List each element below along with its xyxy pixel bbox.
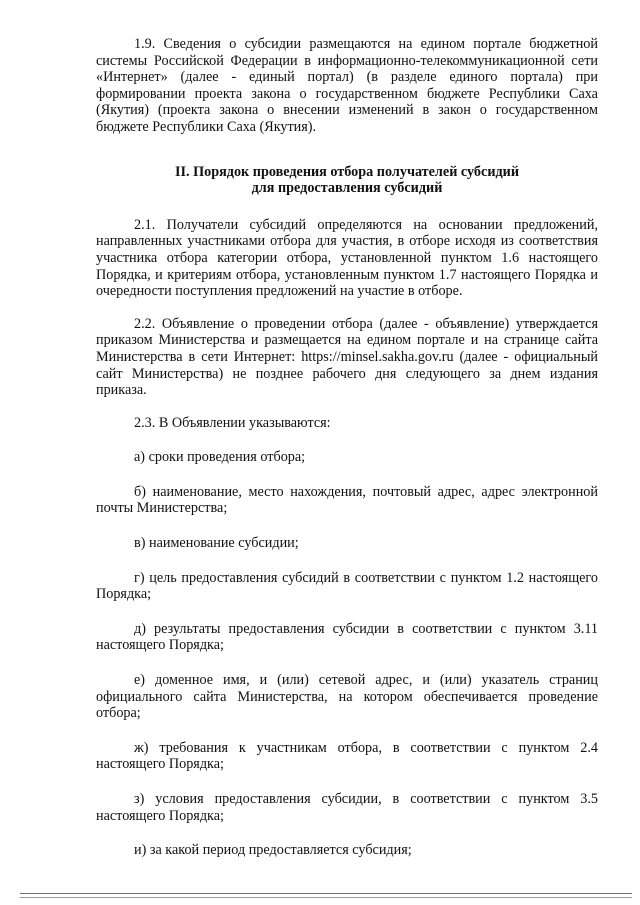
list-item-v: в) наименование субсидии;: [134, 535, 299, 552]
list-item-z: з) условия предоставления субсидии, в соответствии с пунктом 3.5 настоящего Порядка;: [96, 791, 598, 824]
paragraph-1-9: 1.9. Сведения о субсидии размещаются на едином портале бюджетной системы Российской Федерации в информационно-телекоммуникационной сети «Интернет» (далее - единый портал) (в разделе единого портала) при формировании проекта закона о государственном бюджете Республики Саха (Якутия) (проекта закона о внесении изменений в закон о государственном бюджете Республики Саха (Якутия).: [96, 36, 598, 135]
list-item-zh: ж) требования к участникам отбора, в соответствии с пунктом 2.4 настоящего Порядка;: [96, 739, 598, 773]
document-body: [96, 36, 598, 859]
paragraph-2-1: 2.1. Получатели субсидий определяются на основании предложений, направленных участниками отбора для участия, в отборе исходя из соответствия участника отбора категории отбора, установленной пунктом 1.6 настоящего Порядка, и критериям отбора, установленным пунктом 1.7 настоящего Порядка и очередности поступления предложений на участие в отборе.: [96, 216, 598, 300]
list-item-e: е) доменное имя, и (или) сетевой адрес, и (или) указатель страниц официального сайта Министерства, на котором обеспечивается проведение отбора;: [96, 672, 598, 722]
scan-edge-line-secondary: [20, 897, 632, 898]
scan-edge-line: [20, 893, 632, 894]
list-item-b: б) наименование, место нахождения, почтовый адрес, адрес электронной почты Министерства;: [96, 483, 598, 517]
section-heading: [96, 164, 598, 197]
list-item-i: и) за какой период предоставляется субсидия;: [134, 842, 412, 859]
paragraph-2-2: 2.2. Объявление о проведении отбора (далее - объявление) утверждается приказом Министерства и размещается на едином портале и на странице сайта Министерства в сети Интернет: https://minsel.sakha.gov.ru (далее - официальный сайт Министерства) не позднее рабочего дня следующего за днем издания приказа.: [96, 315, 598, 399]
list-item-d: д) результаты предоставления субсидии в соответствии с пунктом 3.11 настоящего Порядка;: [96, 620, 598, 654]
section-heading-line-1: II. Порядок проведения отбора получателей субсидий: [174, 163, 520, 180]
list-item-g: г) цель предоставления субсидий в соответствии с пунктом 1.2 настоящего Порядка;: [96, 569, 598, 603]
section-heading-line-2: для предоставления субсидий: [251, 180, 443, 197]
list-item-a: а) сроки проведения отбора;: [134, 449, 306, 466]
paragraph-2-3: 2.3. В Объявлении указываются:: [134, 414, 331, 431]
